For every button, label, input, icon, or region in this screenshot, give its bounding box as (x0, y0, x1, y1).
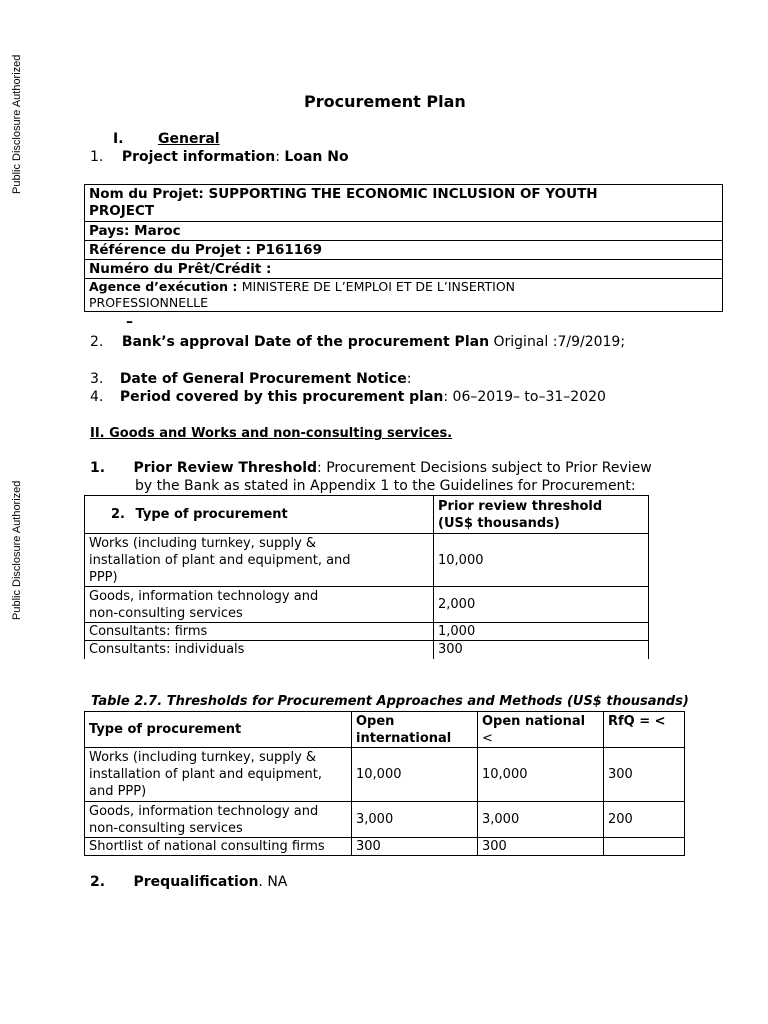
header-label: Type of procurement (135, 507, 288, 522)
page-title: Procurement Plan (304, 92, 466, 111)
section-heading-2: II. Goods and Works and non-consulting services. (90, 426, 453, 441)
table-cell: 300 (478, 838, 604, 856)
item-value: : (406, 371, 412, 387)
table-cell (85, 587, 434, 623)
table-header-cell (85, 712, 352, 748)
table-cell: Consultants: firms (85, 623, 434, 641)
cell-text: PPP) (89, 569, 118, 585)
cell-text: non-consulting services (89, 605, 243, 621)
table-cell: 300 (352, 838, 478, 856)
table-header-cell (478, 712, 604, 748)
header-label: international (356, 730, 452, 746)
item-label: Prequalification (133, 874, 259, 890)
table-cell: 2,000 (434, 587, 649, 623)
header-label: RfQ = < (608, 714, 666, 729)
cell-text: Works (including turnkey, supply & (89, 750, 317, 765)
table-cell (85, 802, 352, 838)
table-row (85, 802, 685, 838)
item-number: 1. (90, 460, 106, 476)
table-cell: 3,000 (478, 802, 604, 838)
project-info-line (90, 149, 349, 165)
table-row (85, 748, 685, 802)
table-row (85, 623, 649, 641)
header-label: Open national (482, 713, 586, 729)
cell-label: Numéro du Prêt/Crédit : (89, 260, 272, 277)
table-cell: Consultants: individuals (85, 641, 434, 659)
cell-value-cont: PROJECT (89, 203, 155, 219)
side-note-top: Public Disclosure Authorized (11, 54, 23, 194)
section-heading: General (158, 131, 220, 147)
section-number: I. (113, 131, 124, 147)
period-covered-line (90, 389, 606, 405)
prior-review-table (84, 495, 649, 659)
cell-value: MINISTERE DE L’EMPLOI ET DE L’INSERTION (241, 279, 516, 294)
item-label: Date of General Procurement Notice (119, 371, 407, 387)
table-cell (85, 185, 723, 222)
table-header-cell (604, 712, 685, 748)
cell-text: Goods, information technology and (89, 803, 319, 819)
item-label: Bank’s approval Date of the procurement Plan (121, 334, 490, 350)
table-header-cell (352, 712, 478, 748)
header-label: Open (356, 713, 395, 729)
side-note-bottom: Public Disclosure Authorized (11, 480, 23, 620)
table-cell: 3,000 (352, 802, 478, 838)
table-cell (85, 748, 352, 802)
item-number: 2. (90, 334, 104, 350)
prior-review-line-1 (90, 460, 652, 476)
cell-text: installation of plant and equipment, and (89, 552, 351, 568)
item-label: Project information (121, 149, 276, 165)
header-label: Prior review threshold (438, 498, 603, 514)
item-number: 3. (90, 371, 104, 387)
cell-text: Works (including turnkey, supply & (89, 535, 317, 551)
cell-value: SUPPORTING THE ECONOMIC INCLUSION OF YOUTH (208, 186, 598, 202)
item-value: Original :7/9/2019; (489, 334, 626, 350)
header-number: 2. (111, 507, 125, 522)
table-header-cell (434, 496, 649, 534)
table-row (85, 712, 685, 748)
table-cell: 10,000 (478, 748, 604, 802)
cell-text: and PPP) (89, 784, 147, 799)
table-row (85, 260, 723, 279)
item-value: : 06–2019– to–31–2020 (443, 389, 606, 405)
table-cell: 200 (604, 802, 685, 838)
table-cell: 300 (434, 641, 649, 659)
cell-label: Nom du Projet: (89, 186, 209, 202)
approval-date-line (90, 334, 625, 350)
cell-value: Maroc (134, 222, 181, 239)
table-row (85, 838, 685, 856)
item-label: Prior Review Threshold (133, 460, 318, 476)
table-row (85, 587, 649, 623)
item-number: 4. (90, 389, 104, 405)
table-cell: 300 (604, 748, 685, 802)
table-cell: 10,000 (434, 534, 649, 587)
table-cell (85, 260, 723, 279)
table-cell: 10,000 (352, 748, 478, 802)
item-sep: : (275, 149, 285, 165)
table-cell (85, 222, 723, 241)
table-header-cell (85, 496, 434, 534)
item-value: . NA (258, 874, 288, 890)
thresholds-methods-table (84, 711, 685, 856)
table-row (85, 279, 723, 312)
cell-text: Goods, information technology and (89, 588, 319, 604)
cell-label: Agence d’exécution : (89, 279, 242, 294)
table-cell (85, 279, 723, 312)
cell-label: Pays: (89, 222, 135, 239)
item-number: 1. (90, 149, 104, 165)
header-label: Type of procurement (89, 722, 242, 737)
table-cell (85, 534, 434, 587)
table-row (85, 496, 649, 534)
table-row (85, 222, 723, 241)
table-cell: 1,000 (434, 623, 649, 641)
cell-label: Référence du Projet : (89, 241, 256, 258)
header-label: (US$ thousands) (438, 515, 560, 531)
item-number: 2. (90, 874, 106, 890)
dash-mark: – (126, 314, 133, 330)
cell-value-cont: PROFESSIONNELLE (89, 295, 208, 310)
item-value: Loan No (284, 149, 349, 165)
prior-review-line-2: by the Bank as stated in Appendix 1 to the Guidelines for Procurement: (135, 478, 636, 494)
table-row (85, 185, 723, 222)
cell-value: P161169 (255, 241, 322, 258)
table-caption: Table 2.7. Thresholds for Procurement Approaches and Methods (US$ thousands) (91, 694, 689, 709)
header-label: < (482, 730, 493, 746)
table-cell: Shortlist of national consulting firms (85, 838, 352, 856)
item-value: : Procurement Decisions subject to Prior Review (317, 460, 652, 476)
cell-text: non-consulting services (89, 820, 243, 836)
table-row (85, 241, 723, 260)
table-row (85, 641, 649, 659)
procurement-notice-line (90, 371, 411, 387)
table-cell (85, 241, 723, 260)
prequalification-line (90, 874, 287, 890)
item-label: Period covered by this procurement plan (119, 389, 444, 405)
project-info-table (84, 184, 723, 312)
table-row (85, 534, 649, 587)
cell-text: installation of plant and equipment, (89, 767, 322, 782)
table-cell (604, 838, 685, 856)
